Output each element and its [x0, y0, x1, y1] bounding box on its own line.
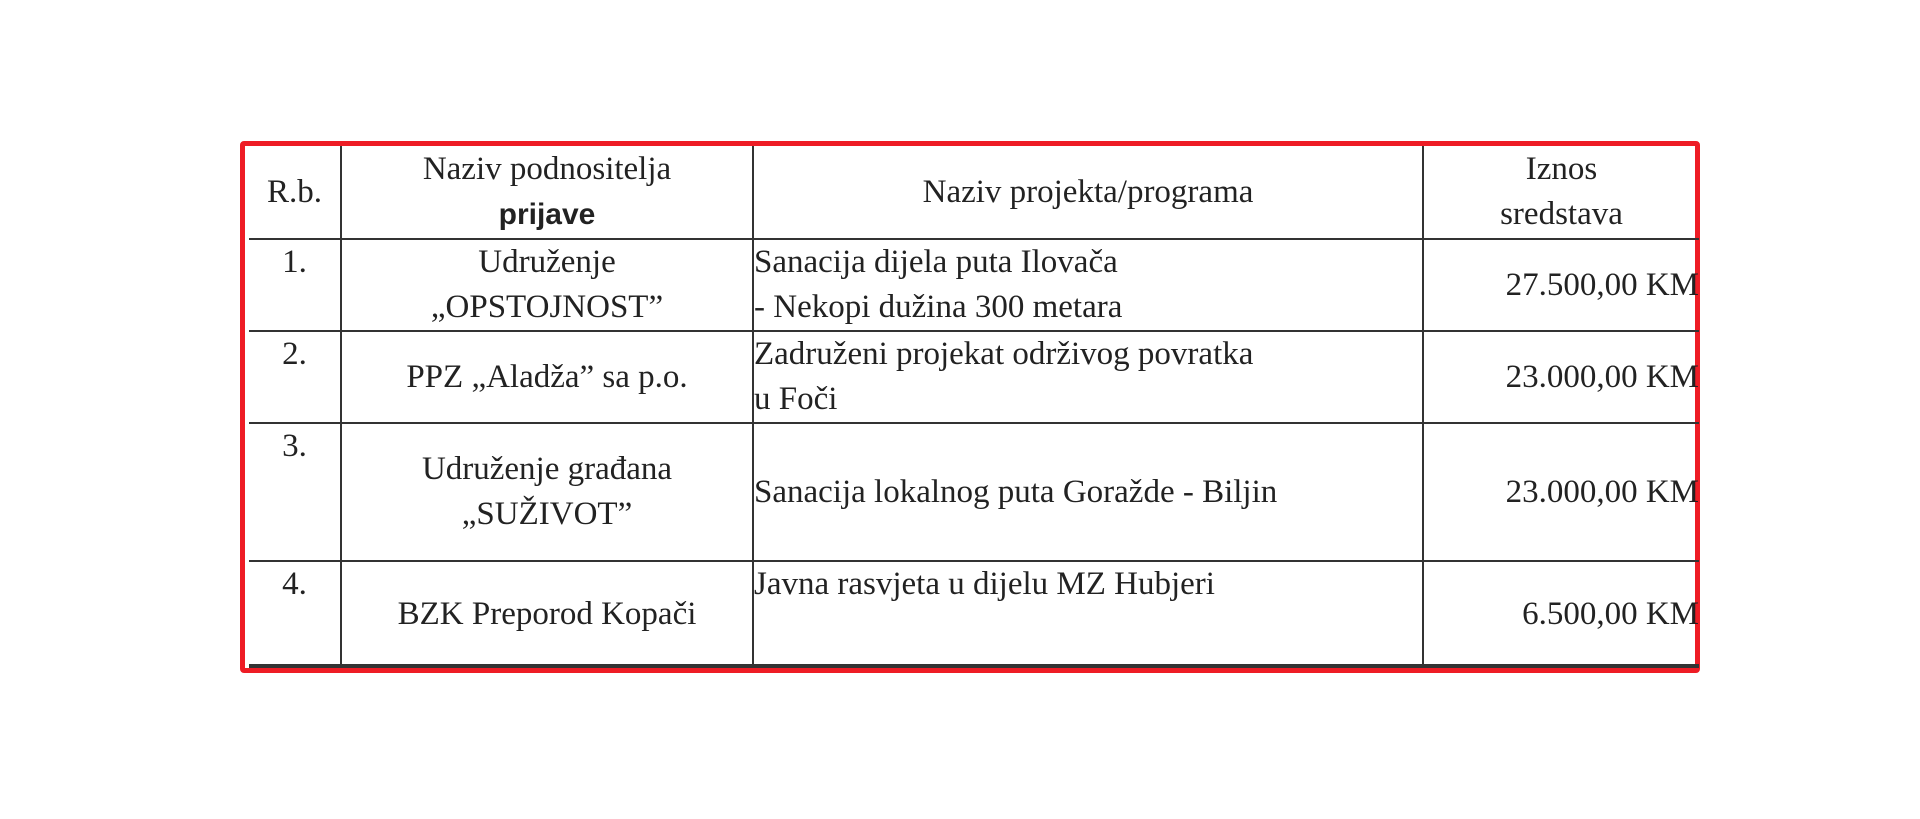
row-number-text: 3.	[282, 428, 307, 464]
row-number-text: 4.	[282, 566, 307, 602]
project-line: u Foči	[754, 381, 838, 417]
project-cell	[753, 561, 1423, 667]
applicant-line: Udruženje građana	[421, 451, 673, 487]
amount-text: 23.000,00 KM	[1505, 473, 1699, 510]
project-line: Javna rasvjeta u dijelu MZ Hubjeri	[754, 566, 1215, 602]
row-number-text: 2.	[282, 336, 307, 372]
bottom-rule	[249, 664, 1699, 666]
table-row	[249, 423, 1699, 561]
project-line: Zadruženi projekat održivog povratka	[754, 336, 1254, 372]
project-cell	[753, 331, 1423, 423]
amount-text: 23.000,00 KM	[1505, 358, 1699, 395]
grants-table	[249, 146, 1699, 668]
header-amount-line1: Iznos	[1525, 151, 1598, 187]
project-line: Sanacija lokalnog puta Goražde - Biljin	[754, 473, 1278, 510]
row-number	[249, 423, 341, 561]
row-number	[249, 561, 341, 667]
project-cell	[753, 423, 1423, 561]
applicant-line: BZK Preporod Kopači	[397, 595, 697, 632]
header-applicant	[341, 146, 753, 239]
applicant-cell	[341, 423, 753, 561]
header-applicant-line2: prijave	[498, 198, 596, 231]
row-number-text: 1.	[282, 244, 307, 280]
project-line: Sanacija dijela puta Ilovača	[754, 244, 1118, 280]
amount-cell	[1423, 239, 1699, 331]
project-cell	[753, 239, 1423, 331]
row-number	[249, 331, 341, 423]
header-applicant-line1: Naziv podnositelja	[422, 151, 672, 187]
applicant-cell	[341, 561, 753, 667]
header-row	[249, 146, 1699, 239]
amount-cell	[1423, 331, 1699, 423]
header-project-label: Naziv projekta/programa	[922, 173, 1254, 210]
table-row	[249, 331, 1699, 423]
amount-cell	[1423, 561, 1699, 667]
table-row	[249, 239, 1699, 331]
applicant-line: „OPSTOJNOST”	[430, 289, 664, 325]
applicant-cell	[341, 239, 753, 331]
amount-text: 27.500,00 KM	[1505, 266, 1699, 303]
applicant-line: „SUŽIVOT”	[461, 496, 633, 532]
header-project	[753, 146, 1423, 239]
amount-cell	[1423, 423, 1699, 561]
header-rb-label: R.b.	[266, 173, 322, 210]
project-line: - Nekopi dužina 300 metara	[754, 289, 1123, 325]
header-amount	[1423, 146, 1699, 239]
applicant-line: Udruženje	[478, 244, 616, 280]
row-number	[249, 239, 341, 331]
table-row	[249, 561, 1699, 667]
applicant-cell	[341, 331, 753, 423]
amount-text: 6.500,00 KM	[1522, 595, 1699, 632]
header-amount-line2: sredstava	[1500, 196, 1623, 232]
applicant-line: PPZ „Aladža” sa p.o.	[406, 358, 688, 395]
header-rb	[249, 146, 341, 239]
